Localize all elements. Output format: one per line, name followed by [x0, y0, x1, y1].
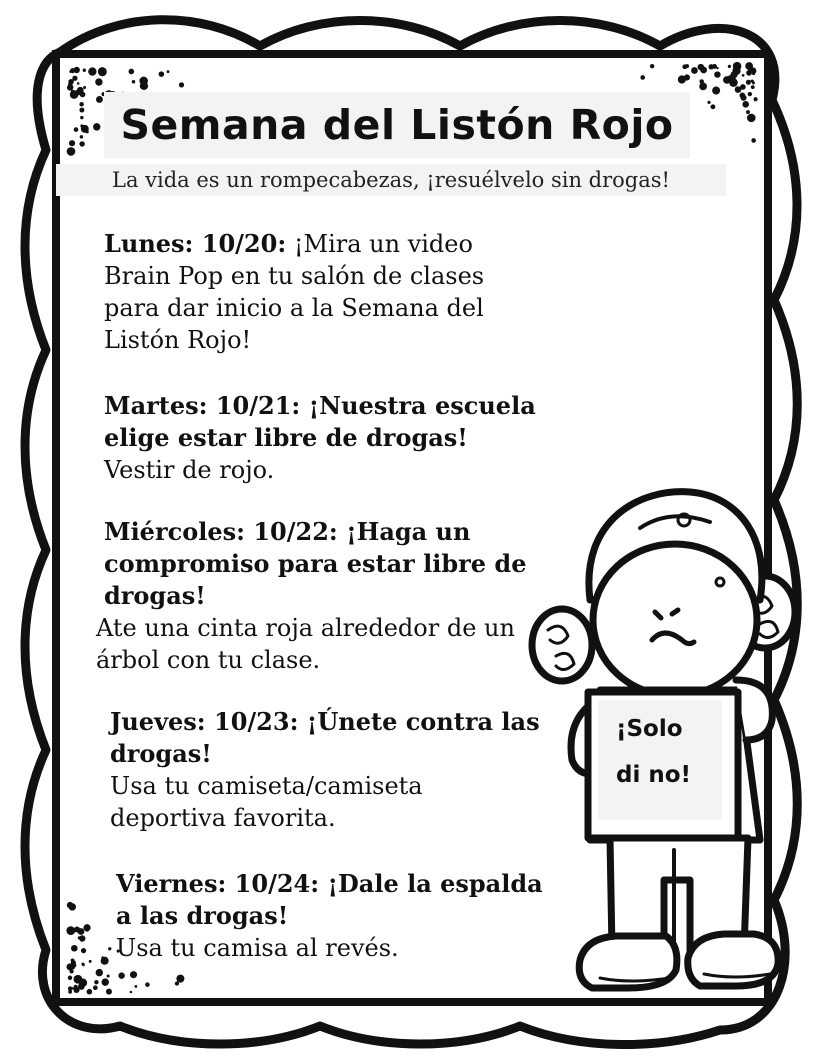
decorative-dot — [747, 114, 756, 123]
decorative-dot — [130, 971, 137, 978]
decorative-dot — [130, 991, 133, 994]
day-wednesday-text — [96, 612, 526, 676]
decorative-dot — [69, 70, 72, 73]
decorative-dot — [94, 980, 98, 984]
decorative-dot — [79, 108, 84, 113]
decorative-dot — [140, 82, 148, 90]
decorative-dot — [89, 960, 92, 963]
decorative-dot — [87, 989, 93, 995]
decorative-dot — [159, 71, 165, 77]
day-text: ¡Mira un video Brain Pop en tu salón de clases para dar inicio a la Semana del Listón Rojo! — [104, 230, 485, 354]
decorative-dot — [746, 80, 751, 85]
decorative-dot — [129, 69, 135, 75]
decorative-dot — [710, 104, 715, 109]
day-heading: Lunes: 10/20: — [104, 229, 287, 258]
decorative-dot — [85, 130, 88, 133]
decorative-dot — [746, 110, 750, 114]
decorative-dot — [79, 935, 85, 941]
decorative-dot — [79, 141, 84, 146]
decorative-dot — [167, 70, 170, 73]
face — [593, 544, 757, 696]
decorative-dot — [108, 947, 111, 950]
day-text: Vestir de rojo. — [104, 456, 275, 484]
decorative-dot — [118, 972, 124, 978]
day-heading: Martes: 10/21: ¡Nuestra escuela elige estar libre de drogas! — [104, 391, 536, 452]
decorative-dot — [81, 981, 84, 984]
decorative-dot — [742, 74, 745, 77]
decorative-dot — [80, 116, 83, 119]
decorative-dot — [68, 986, 72, 990]
decorative-dot — [81, 948, 86, 953]
day-monday — [104, 228, 534, 356]
decorative-dot — [748, 92, 752, 96]
decorative-dot — [176, 975, 184, 983]
decorative-dot — [73, 67, 79, 73]
decorative-dot — [684, 74, 690, 80]
decorative-dot — [101, 956, 104, 959]
page-subtitle: La vida es un rompecabezas, ¡resuélvelo sin drogas! — [56, 164, 726, 196]
decorative-dot — [716, 67, 718, 69]
decorative-dot — [83, 924, 90, 931]
decorative-dot — [79, 102, 84, 107]
decorative-dot — [179, 82, 184, 87]
decorative-dot — [67, 147, 76, 156]
decorative-dot — [71, 945, 78, 952]
decorative-dot — [739, 92, 745, 98]
decorative-dot — [96, 96, 103, 103]
decorative-dot — [102, 978, 109, 985]
decorative-dot — [742, 101, 749, 108]
decorative-dot — [77, 87, 84, 94]
decorative-dot — [699, 79, 704, 84]
decorative-dot — [81, 963, 84, 966]
decorative-dot — [753, 97, 757, 101]
day-wednesday — [104, 516, 534, 612]
decorative-dot — [106, 989, 112, 995]
decorative-dot — [748, 68, 753, 73]
decorative-dot — [723, 76, 731, 84]
decorative-dot — [73, 987, 79, 993]
decorative-dot — [74, 127, 79, 132]
decorative-dot — [77, 82, 80, 85]
decorative-dot — [751, 85, 755, 89]
decorative-dot — [132, 80, 135, 83]
day-text: Ate una cinta roja alrededor de un árbol con tu clase. — [96, 614, 515, 674]
decorative-dot — [735, 86, 742, 93]
decorative-dot — [107, 974, 110, 977]
decorative-dot — [98, 67, 107, 76]
decorative-dot — [71, 90, 74, 93]
decorative-dot — [685, 64, 689, 68]
decorative-dot — [68, 976, 72, 980]
decorative-dot — [80, 135, 83, 138]
decorative-dot — [71, 963, 76, 968]
decorative-dot — [71, 958, 75, 962]
decorative-dot — [707, 101, 710, 104]
day-heading: Miércoles: 10/22: ¡Haga un compromiso para estar libre de drogas! — [104, 517, 527, 610]
decorative-dot — [708, 64, 713, 69]
decorative-dot — [714, 71, 720, 77]
decorative-dot — [640, 75, 645, 80]
decorative-dot — [74, 975, 83, 984]
decorative-dot — [712, 87, 720, 95]
decorative-dot — [732, 67, 740, 75]
decorative-dot — [83, 69, 86, 72]
decorative-dot — [134, 985, 137, 988]
decorative-dot — [93, 123, 100, 130]
day-text: Usa tu camiseta/camiseta deportiva favorita. — [110, 772, 423, 832]
decorative-dot — [68, 79, 74, 85]
decorative-dot — [751, 138, 756, 143]
decorative-dot — [691, 67, 698, 74]
sign-line-2: di no! — [616, 762, 692, 788]
decorative-dot — [69, 140, 75, 146]
decorative-dot — [145, 982, 150, 987]
decorative-dot — [83, 86, 86, 89]
day-friday — [116, 868, 556, 964]
sign-line-1: ¡Solo — [616, 716, 683, 742]
decorative-dot — [650, 64, 654, 68]
decorative-dot — [93, 985, 98, 990]
day-thursday — [110, 706, 550, 834]
day-heading: Viernes: 10/24: ¡Dale la espalda a las drogas! — [116, 869, 543, 930]
decorative-dot — [717, 91, 719, 93]
decorative-dot — [700, 67, 707, 74]
decorative-dot — [728, 65, 731, 68]
decorative-dot — [751, 80, 754, 83]
decorative-dot — [70, 85, 74, 89]
decorative-dot — [96, 969, 103, 976]
decorative-dot — [66, 926, 75, 935]
decorative-dot — [88, 67, 96, 75]
decorative-dot — [699, 83, 707, 91]
day-text: Usa tu camisa al revés. — [116, 934, 399, 962]
decorative-dot — [95, 78, 102, 85]
decorative-dot — [67, 902, 73, 908]
page-title: Semana del Listón Rojo — [104, 92, 690, 158]
day-tuesday — [104, 390, 544, 486]
day-heading: Jueves: 10/23: ¡Únete contra las drogas! — [110, 707, 540, 768]
